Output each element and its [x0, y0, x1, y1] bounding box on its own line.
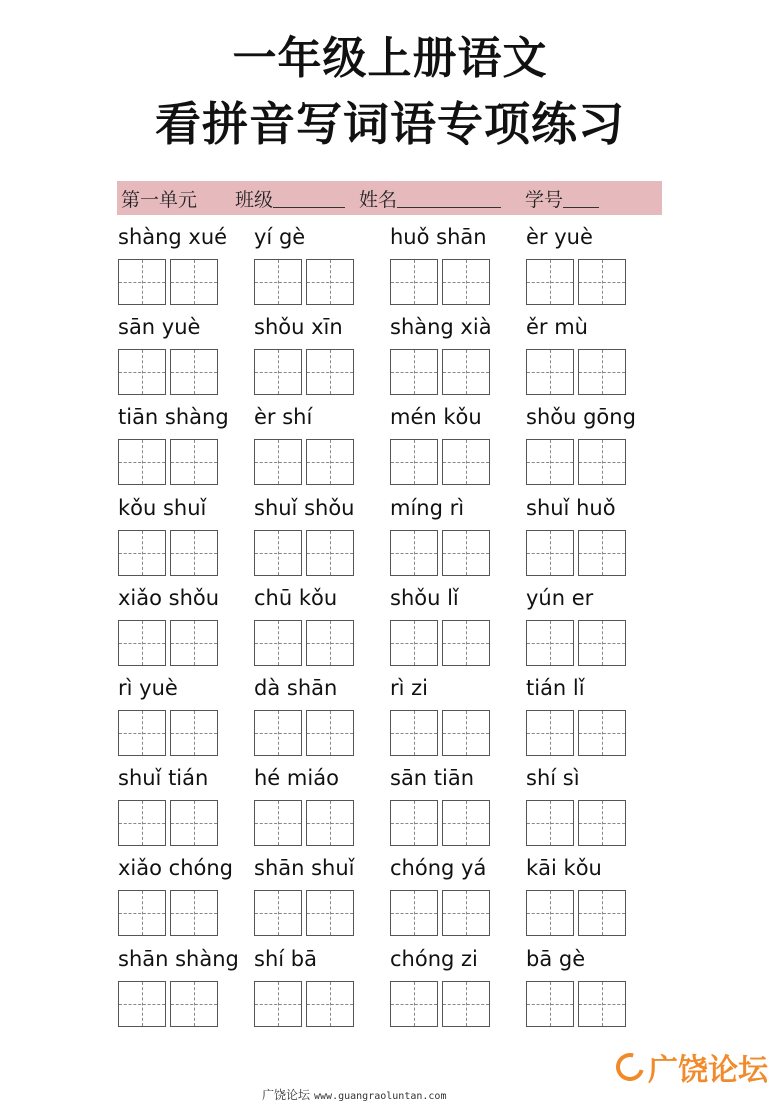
tian-zi-ge-cell[interactable] [526, 259, 574, 305]
tian-zi-ge-cell[interactable] [442, 981, 490, 1027]
pinyin-label: shǒu lǐ [390, 586, 459, 610]
pinyin-label: ěr mù [526, 315, 588, 339]
tian-zi-ge-cell[interactable] [118, 259, 166, 305]
pinyin-label: èr shí [254, 405, 313, 429]
tian-zi-ge-cell[interactable] [390, 890, 438, 936]
tian-zi-ge-cell[interactable] [578, 981, 626, 1027]
tian-zi-ge-cell[interactable] [442, 439, 490, 485]
tian-zi-ge-cell[interactable] [306, 259, 354, 305]
writing-boxes [254, 710, 354, 756]
writing-boxes [118, 349, 218, 395]
tian-zi-ge-cell[interactable] [170, 439, 218, 485]
tian-zi-ge-cell[interactable] [118, 890, 166, 936]
pinyin-label: shuǐ tián [118, 766, 209, 790]
footer [262, 1086, 446, 1103]
writing-boxes [254, 349, 354, 395]
tian-zi-ge-cell[interactable] [390, 710, 438, 756]
pinyin-label: shǒu gōng [526, 405, 636, 429]
pinyin-label: kāi kǒu [526, 856, 602, 880]
pinyin-label: yí gè [254, 225, 306, 249]
tian-zi-ge-cell[interactable] [306, 710, 354, 756]
tian-zi-ge-cell[interactable] [578, 890, 626, 936]
page-title-line2: 看拼音写词语专项练习 [155, 97, 625, 151]
tian-zi-ge-cell[interactable] [118, 981, 166, 1027]
writing-boxes [254, 530, 354, 576]
tian-zi-ge-cell[interactable] [578, 710, 626, 756]
tian-zi-ge-cell[interactable] [442, 710, 490, 756]
number-label: 学号 [525, 188, 564, 211]
tian-zi-ge-cell[interactable] [170, 800, 218, 846]
writing-boxes [254, 620, 354, 666]
writing-boxes [118, 890, 218, 936]
tian-zi-ge-cell[interactable] [118, 800, 166, 846]
writing-boxes [118, 800, 218, 846]
tian-zi-ge-cell[interactable] [170, 890, 218, 936]
pinyin-label: xiǎo shǒu [118, 586, 220, 610]
tian-zi-ge-cell[interactable] [254, 981, 302, 1027]
pinyin-label: shān shàng [118, 947, 239, 971]
name-blank[interactable] [397, 189, 501, 208]
tian-zi-ge-cell[interactable] [118, 349, 166, 395]
tian-zi-ge-cell[interactable] [306, 439, 354, 485]
class-label: 班级 [235, 188, 274, 211]
tian-zi-ge-cell[interactable] [578, 620, 626, 666]
tian-zi-ge-cell[interactable] [526, 890, 574, 936]
writing-boxes [390, 800, 490, 846]
tian-zi-ge-cell[interactable] [442, 349, 490, 395]
pinyin-label: sān tiān [390, 766, 475, 790]
tian-zi-ge-cell[interactable] [442, 530, 490, 576]
writing-boxes [526, 620, 626, 666]
writing-boxes [118, 620, 218, 666]
info-band [117, 181, 662, 215]
unit-label: 第一单元 [121, 188, 198, 211]
tian-zi-ge-cell[interactable] [306, 890, 354, 936]
tian-zi-ge-cell[interactable] [170, 620, 218, 666]
site-logo [616, 1045, 768, 1089]
tian-zi-ge-cell[interactable] [306, 349, 354, 395]
class-blank[interactable] [273, 189, 345, 208]
pinyin-label: shuǐ huǒ [526, 496, 616, 520]
tian-zi-ge-cell[interactable] [254, 349, 302, 395]
pinyin-label: rì zi [390, 676, 429, 700]
tian-zi-ge-cell[interactable] [254, 890, 302, 936]
tian-zi-ge-cell[interactable] [170, 981, 218, 1027]
tian-zi-ge-cell[interactable] [254, 710, 302, 756]
tian-zi-ge-cell[interactable] [526, 981, 574, 1027]
pinyin-label: chū kǒu [254, 586, 338, 610]
tian-zi-ge-cell[interactable] [170, 349, 218, 395]
pinyin-label: èr yuè [526, 225, 593, 249]
writing-boxes [526, 259, 626, 305]
footer-site-name: 广饶论坛 [262, 1088, 311, 1102]
tian-zi-ge-cell[interactable] [390, 530, 438, 576]
pinyin-label: chóng yá [390, 856, 487, 880]
tian-zi-ge-cell[interactable] [442, 800, 490, 846]
tian-zi-ge-cell[interactable] [442, 620, 490, 666]
tian-zi-ge-cell[interactable] [306, 800, 354, 846]
pinyin-label: xiǎo chóng [118, 856, 233, 880]
tian-zi-ge-cell[interactable] [306, 620, 354, 666]
tian-zi-ge-cell[interactable] [390, 981, 438, 1027]
tian-zi-ge-cell[interactable] [170, 710, 218, 756]
tian-zi-ge-cell[interactable] [254, 259, 302, 305]
tian-zi-ge-cell[interactable] [578, 259, 626, 305]
writing-boxes [526, 890, 626, 936]
tian-zi-ge-cell[interactable] [254, 620, 302, 666]
pinyin-label: yún er [526, 586, 594, 610]
writing-boxes [118, 439, 218, 485]
writing-boxes [254, 800, 354, 846]
writing-boxes [390, 620, 490, 666]
pinyin-label: shàng xué [118, 225, 228, 249]
writing-boxes [526, 349, 626, 395]
tian-zi-ge-cell[interactable] [306, 530, 354, 576]
tian-zi-ge-cell[interactable] [118, 620, 166, 666]
writing-boxes [526, 981, 626, 1027]
tian-zi-ge-cell[interactable] [254, 800, 302, 846]
tian-zi-ge-cell[interactable] [118, 710, 166, 756]
pinyin-label: sān yuè [118, 315, 201, 339]
tian-zi-ge-cell[interactable] [578, 349, 626, 395]
tian-zi-ge-cell[interactable] [578, 530, 626, 576]
tian-zi-ge-cell[interactable] [578, 800, 626, 846]
writing-boxes [390, 890, 490, 936]
writing-boxes [390, 349, 490, 395]
tian-zi-ge-cell[interactable] [390, 259, 438, 305]
writing-boxes [526, 439, 626, 485]
pinyin-label: dà shān [254, 676, 338, 700]
tian-zi-ge-cell[interactable] [390, 349, 438, 395]
tian-zi-ge-cell[interactable] [390, 800, 438, 846]
name-label: 姓名 [359, 188, 398, 211]
tian-zi-ge-cell[interactable] [170, 259, 218, 305]
pinyin-label: shān shuǐ [254, 856, 355, 880]
tian-zi-ge-cell[interactable] [526, 439, 574, 485]
number-blank[interactable] [563, 189, 599, 208]
tian-zi-ge-cell[interactable] [390, 439, 438, 485]
pinyin-label: shǒu xīn [254, 315, 343, 339]
logo-text: 广饶论坛 [648, 1053, 768, 1088]
logo-icon [611, 1048, 649, 1086]
tian-zi-ge-cell[interactable] [254, 439, 302, 485]
pinyin-label: tián lǐ [526, 676, 585, 700]
writing-boxes [254, 981, 354, 1027]
pinyin-label: tiān shàng [118, 405, 229, 429]
tian-zi-ge-cell[interactable] [526, 800, 574, 846]
tian-zi-ge-cell[interactable] [442, 890, 490, 936]
writing-boxes [118, 981, 218, 1027]
pinyin-label: huǒ shān [390, 225, 487, 249]
writing-boxes [254, 890, 354, 936]
tian-zi-ge-cell[interactable] [254, 530, 302, 576]
writing-boxes [118, 530, 218, 576]
writing-boxes [526, 710, 626, 756]
tian-zi-ge-cell[interactable] [118, 530, 166, 576]
writing-boxes [390, 710, 490, 756]
pinyin-label: kǒu shuǐ [118, 496, 207, 520]
pinyin-label: chóng zi [390, 947, 478, 971]
tian-zi-ge-cell[interactable] [170, 530, 218, 576]
writing-boxes [118, 259, 218, 305]
writing-boxes [390, 530, 490, 576]
footer-url[interactable]: www.guangraoluntan.com [314, 1091, 447, 1102]
pinyin-label: bā gè [526, 947, 586, 971]
pinyin-label: shí bā [254, 947, 317, 971]
pinyin-label: shí sì [526, 766, 580, 790]
writing-boxes [254, 439, 354, 485]
pinyin-label: shàng xià [390, 315, 492, 339]
tian-zi-ge-cell[interactable] [442, 259, 490, 305]
tian-zi-ge-cell[interactable] [306, 981, 354, 1027]
pinyin-label: hé miáo [254, 766, 339, 790]
pinyin-label: rì yuè [118, 676, 178, 700]
writing-boxes [118, 710, 218, 756]
writing-boxes [390, 981, 490, 1027]
writing-boxes [526, 530, 626, 576]
pinyin-label: míng rì [390, 496, 465, 520]
tian-zi-ge-cell[interactable] [118, 439, 166, 485]
pinyin-label: mén kǒu [390, 405, 482, 429]
pinyin-label: shuǐ shǒu [254, 496, 355, 520]
writing-boxes [390, 439, 490, 485]
page-title-line1: 一年级上册语文 [232, 33, 548, 84]
writing-boxes [254, 259, 354, 305]
tian-zi-ge-cell[interactable] [526, 710, 574, 756]
tian-zi-ge-cell[interactable] [526, 349, 574, 395]
tian-zi-ge-cell[interactable] [526, 530, 574, 576]
tian-zi-ge-cell[interactable] [578, 439, 626, 485]
writing-boxes [390, 259, 490, 305]
writing-boxes [526, 800, 626, 846]
tian-zi-ge-cell[interactable] [526, 620, 574, 666]
tian-zi-ge-cell[interactable] [390, 620, 438, 666]
